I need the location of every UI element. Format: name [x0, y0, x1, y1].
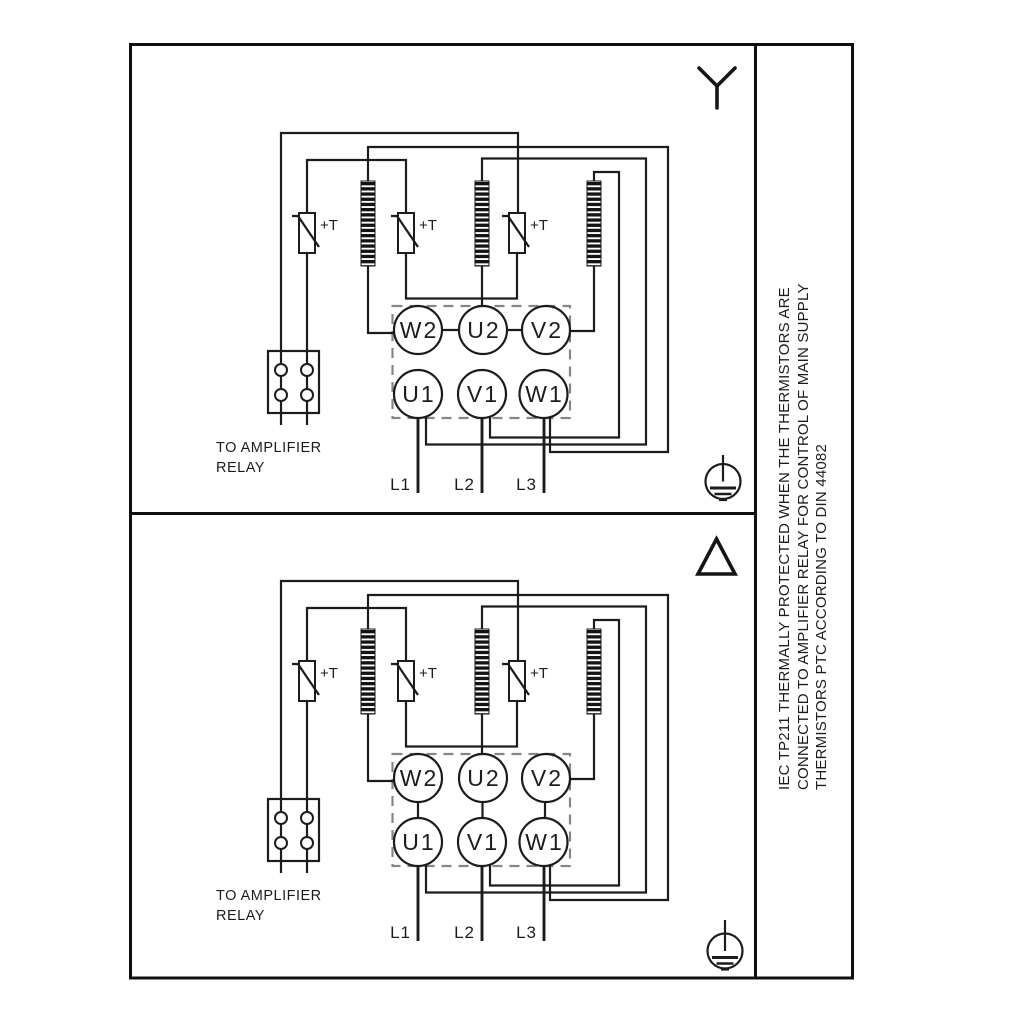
relay-caption-line2: RELAY [216, 908, 265, 924]
side-note-line-2: CONNECTED TO AMPLIFIER RELAY FOR CONTROL OF MAIN SUPPLY [795, 283, 812, 790]
supply-label-l1: L1 [390, 475, 411, 494]
relay-contact [275, 389, 287, 401]
relay-contact [301, 837, 313, 849]
terminal-label: U1 [402, 829, 436, 855]
side-note-line-1: IEC TP211 THERMALLY PROTECTED WHEN THE THERMISTORS ARE [776, 287, 793, 790]
supply-label-l2: L2 [454, 923, 475, 942]
terminal-label: V2 [530, 765, 564, 791]
motor-winding [475, 629, 489, 714]
motor-winding [361, 629, 375, 714]
amplifier-relay-box [268, 799, 319, 861]
delta-symbol [698, 539, 735, 574]
relay-contact [301, 389, 313, 401]
relay-caption-line2: RELAY [216, 460, 265, 476]
terminal-label: V2 [530, 317, 564, 343]
thermistor-label: +T [320, 665, 338, 682]
thermistor-label: +T [419, 665, 437, 682]
relay-caption-line1: TO AMPLIFIER [216, 888, 322, 904]
motor-winding [587, 629, 601, 714]
thermistor-icon [502, 661, 529, 701]
wire-segment [406, 253, 517, 299]
relay-contact [301, 364, 313, 376]
supply-label-l3: L3 [516, 475, 537, 494]
relay-contact [301, 812, 313, 824]
thermistor-label: +T [530, 217, 548, 234]
terminal-label: W1 [525, 381, 564, 407]
ground-icon [708, 920, 743, 970]
thermistor-icon [292, 213, 319, 253]
terminal-label: U1 [402, 381, 436, 407]
thermistor-label: +T [530, 665, 548, 682]
wire-segment [307, 160, 406, 213]
wye-symbol [699, 68, 735, 108]
terminal-label: W2 [399, 765, 439, 791]
terminal-label: U2 [467, 317, 501, 343]
thermistor-icon [502, 213, 529, 253]
supply-label-l1: L1 [390, 923, 411, 942]
relay-contact [275, 812, 287, 824]
ground-icon [706, 455, 741, 500]
wire-segment [568, 266, 594, 331]
terminal-label: W1 [525, 829, 564, 855]
relay-caption-line1: TO AMPLIFIER [216, 440, 322, 456]
thermistor-label: +T [320, 217, 338, 234]
terminal-label: V1 [466, 381, 500, 407]
supply-label-l3: L3 [516, 923, 537, 942]
side-note-line-3: THERMISTORS PTC ACCORDING TO DIN 44082 [813, 443, 830, 790]
panel-star [216, 133, 668, 494]
amplifier-relay-box [268, 351, 319, 413]
relay-contact [275, 837, 287, 849]
thermistor-label: +T [419, 217, 437, 234]
terminal-label: U2 [467, 765, 501, 791]
side-note [776, 283, 830, 790]
motor-winding [475, 181, 489, 266]
motor-winding [361, 181, 375, 266]
wire-segment [406, 701, 517, 747]
thermistor-icon [391, 661, 418, 701]
motor-winding [587, 181, 601, 266]
relay-contact [275, 364, 287, 376]
panel-delta [216, 581, 668, 942]
thermistor-icon [391, 213, 418, 253]
terminal-label: W2 [399, 317, 439, 343]
terminal-label: V1 [466, 829, 500, 855]
supply-label-l2: L2 [454, 475, 475, 494]
wire-segment [307, 608, 406, 661]
thermistor-icon [292, 661, 319, 701]
wire-segment [568, 714, 594, 779]
